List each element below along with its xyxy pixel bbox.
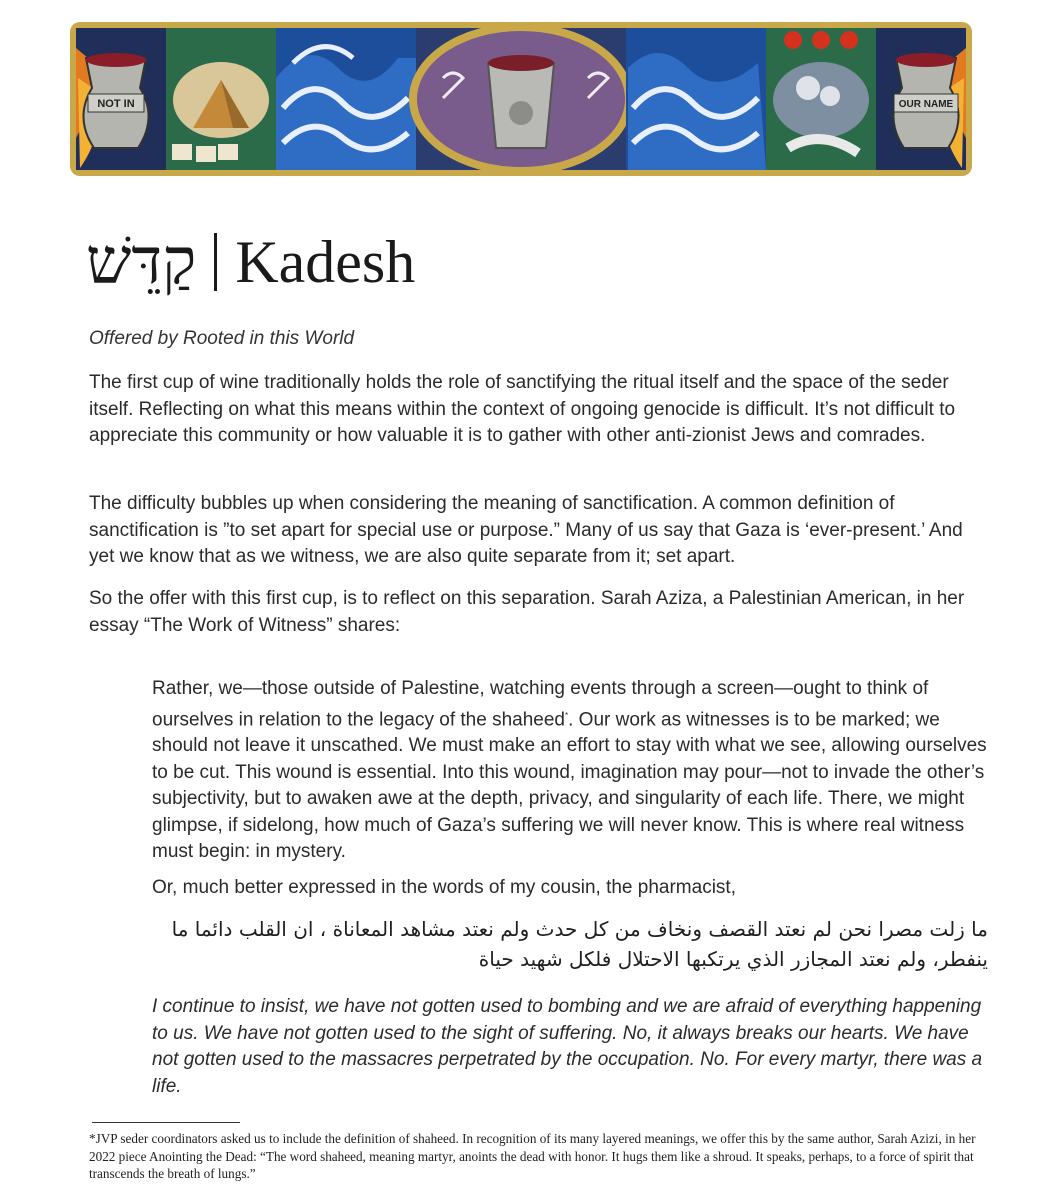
quote-text-end: . Our work as witnesses is to be marked; we should not leave it unscathed. We must make an effort to stay with what we see, allowing ourselves to be cut. This wound is essential. Into this wound, imagination may pour—not to invade the other’s subjectivity, but to awaken awe at the depth, privacy, and singularity of each life. There, we might glimpse, if sidelong, how much of Gaza’s suffering we will never know. This is where real witness must begin: in mystery.	[152, 708, 987, 863]
destruction-panel	[766, 28, 876, 170]
arabic-translation: I continue to insist, we have not gotten used to bombing and we are afraid of everything happening to us. We have not gotten used to the sight of suffering. No, it always breaks our hearts. We have not gotten used to the massacres perpetrated by the occupation. No. For every martyr, there was a life.	[152, 996, 983, 1097]
witness-quote	[152, 676, 992, 866]
arabic-quote: ما زلت مصرا نحن لم نعتد القصف ونخاف من كل حدث ولم نعتد مشاهد المعاناة ، ان القلب دائما ما ينفطر، ولم نعتد المجازر الذي يرتكبها الاحتلال فلكل شهيد حياة	[171, 917, 988, 971]
byline: Offered by Rooted in this World	[89, 328, 355, 349]
hebrew-title: קַדֵּשׁ	[86, 226, 197, 297]
title-divider	[214, 233, 217, 291]
waves-right	[626, 28, 766, 170]
footnote-divider	[92, 1122, 240, 1123]
pyramid-panel	[166, 28, 276, 170]
paragraph-offer: So the offer with this first cup, is to reflect on this separation. Sarah Aziza, a Palestinian American, in her essay “The Work of Witness” shares:	[89, 588, 965, 636]
header-banner-illustration	[68, 18, 974, 182]
footnote: *JVP seder coordinators asked us to include the definition of shaheed. In recognition of its many layered meanings, we offer this by the same author, Sarah Azizi, in her 2022 piece Anointing the Dead: “The word shaheed, meaning martyr, anoints the dead with honor. It hugs them like a shroud. It speaks, perhaps, to a force of spirit that transcends the breath of lungs.”	[89, 1131, 976, 1181]
paragraph-sanctification: The difficulty bubbles up when considering the meaning of sanctification. A common definition of sanctification is ”to set apart for special use or purpose.” Many of us say that Gaza is ‘ever-present.’ And yet we know that as we witness, we are also quite separate from it; set apart.	[89, 493, 963, 567]
right-urn-label: OUR NAME	[898, 99, 954, 110]
quote-text-start: Rather, we—those outside of Palestine, watching events through a screen—ought to think of ourselves in relation to the legacy of the shaheed	[152, 678, 929, 730]
paragraph-intro: The first cup of wine traditionally holds the role of sanctifying the ritual itself and the space of the seder itself. Reflecting on what this means within the context of ongoing genocide is difficult. It’s not difficult to appreciate this community or how valuable it is to gather with other anti-zionist Jews and comrades.	[89, 372, 956, 446]
footnote-marker: *	[565, 710, 569, 720]
left-urn-label: NOT IN	[97, 98, 135, 110]
cousin-intro: Or, much better expressed in the words of my cousin, the pharmacist,	[152, 877, 736, 898]
center-cup-oval	[409, 23, 633, 175]
english-title: Kadesh	[235, 229, 416, 295]
page-title	[86, 222, 415, 302]
waves-left	[276, 28, 416, 170]
